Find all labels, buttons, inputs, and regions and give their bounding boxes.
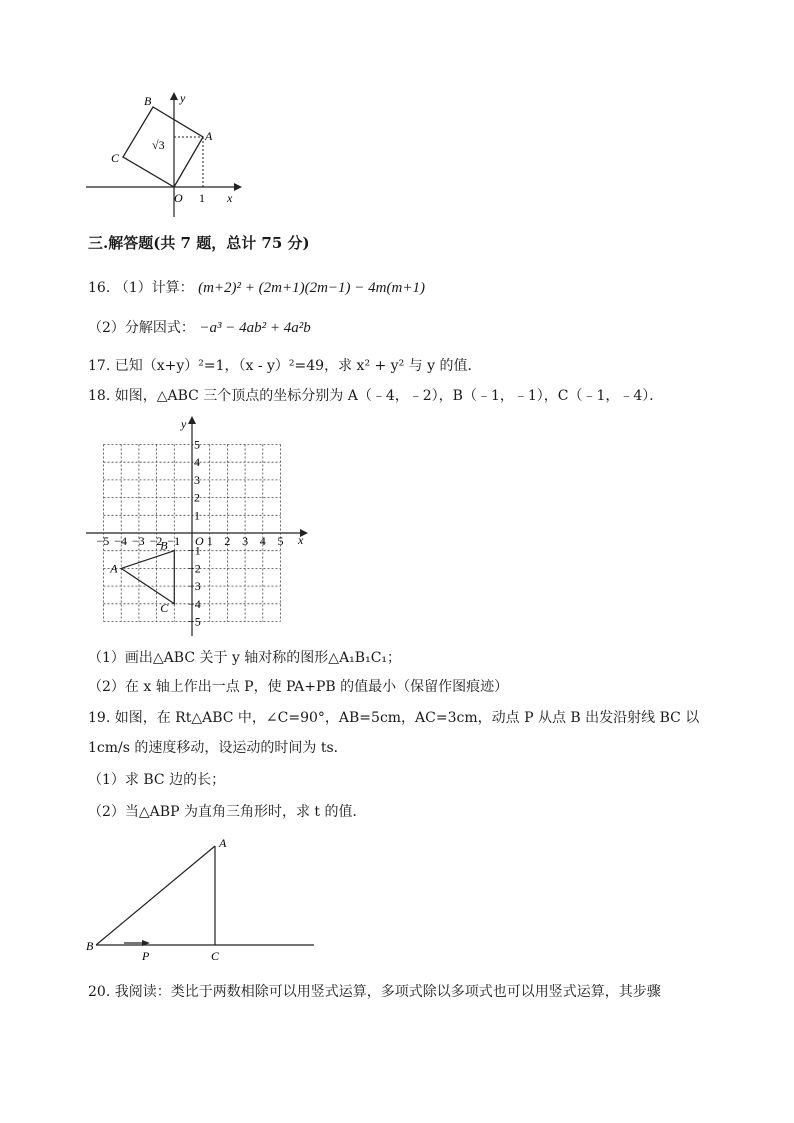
question-18: 18. 如图，△ABC 三个顶点的坐标分别为 A（﹣4，﹣2），B（﹣1，﹣1），C（﹣1，﹣4）．	[88, 388, 664, 404]
y-tick-label: −2	[188, 561, 201, 576]
y-tick-label: −4	[188, 596, 201, 611]
vertex-label-C: C	[160, 600, 169, 615]
x-tick-label: 1	[206, 534, 213, 548]
y-tick-label: 3	[194, 472, 200, 487]
section-heading: 三.解答题(共 7 题，总计 75 分)	[88, 234, 310, 252]
triangle-ABC	[121, 551, 174, 604]
x-tick-label: −5	[96, 534, 110, 548]
label-sqrt3: √3	[152, 138, 165, 152]
question-18-part2: （2）在 x 轴上作出一点 P，使 PA+PB 的值最小（保留作图痕迹）	[88, 679, 509, 695]
axis-label-y: y	[181, 417, 187, 431]
y-arrow	[188, 416, 196, 424]
question-17: 17. 已知（x+y）²=1，（x - y）²=49，求 x² + y² 与 y 的值．	[88, 358, 482, 374]
x-tick-label: 4	[259, 534, 266, 548]
label-x: x	[227, 191, 233, 205]
figure-right-triangle	[84, 832, 324, 964]
q16-part2-expression: −a³ − 4ab² + 4a²b	[199, 320, 311, 336]
q16-part1-label: （1）计算：	[114, 280, 194, 296]
label-C: C	[111, 151, 120, 165]
label-A: A	[205, 129, 213, 143]
y-arrow	[170, 92, 178, 100]
label-B: B	[144, 94, 152, 108]
y-tick-label: 1	[194, 508, 200, 523]
x-tick-label: 3	[242, 534, 249, 548]
question-19-part2: （2）当△ABP 为直角三角形时，求 t 的值．	[88, 804, 367, 820]
question-20: 20. 我阅读：类比于两数相除可以用竖式运算，多项式除以多项式也可以用竖式运算，其步骤	[88, 984, 661, 1000]
q16-number: 16.	[88, 280, 111, 296]
question-19-line1: 19. 如图，在 Rt△ABC 中，∠C=90°，AB=5cm，AC=3cm，动点 P 从点 B 出发沿射线 BC 以	[88, 710, 700, 726]
label-B: B	[86, 939, 94, 953]
x-tick-label: 5	[277, 534, 284, 548]
coordinate-grid-figure	[86, 414, 316, 636]
label-1: 1	[199, 191, 205, 205]
x-tick-label: −1	[167, 534, 181, 548]
y-tick-label: −1	[188, 543, 201, 558]
question-19-part1: （1）求 BC 边的长；	[88, 772, 226, 788]
q16-part1-expression: (m+2)² + (2m+1)(2m−1) − 4m(m+1)	[198, 280, 425, 296]
figure-square-on-axes	[86, 90, 246, 220]
label-P: P	[142, 949, 150, 963]
label-C: C	[211, 949, 220, 963]
x-tick-label: −2	[149, 534, 163, 548]
question-16-part2	[88, 318, 311, 338]
x-arrow	[234, 183, 242, 191]
y-tick-label: 5	[194, 437, 200, 452]
q16-part2-label: （2）分解因式：	[88, 320, 195, 336]
label-O: O	[174, 191, 183, 205]
origin-label: O	[195, 534, 204, 548]
question-16-part1	[88, 278, 425, 298]
x-tick-label: −4	[114, 534, 127, 548]
y-tick-label: −5	[188, 614, 201, 629]
y-tick-label: 4	[194, 455, 200, 470]
y-tick-label: −3	[188, 579, 201, 594]
label-y: y	[180, 91, 186, 105]
x-tick-label: −3	[131, 534, 145, 548]
question-18-part1: （1）画出△ABC 关于 y 轴对称的图形△A₁B₁C₁；	[88, 650, 402, 666]
y-tick-label: 2	[194, 490, 200, 505]
label-A: A	[219, 836, 227, 850]
x-tick-label: 2	[224, 534, 231, 548]
segment-AB	[96, 846, 215, 945]
vertex-label-B: B	[160, 538, 168, 553]
vertex-label-A: A	[110, 561, 118, 576]
axis-label-x: x	[298, 533, 304, 547]
question-19-line2: 1cm/s 的速度移动，设运动的时间为 ts．	[88, 740, 348, 756]
